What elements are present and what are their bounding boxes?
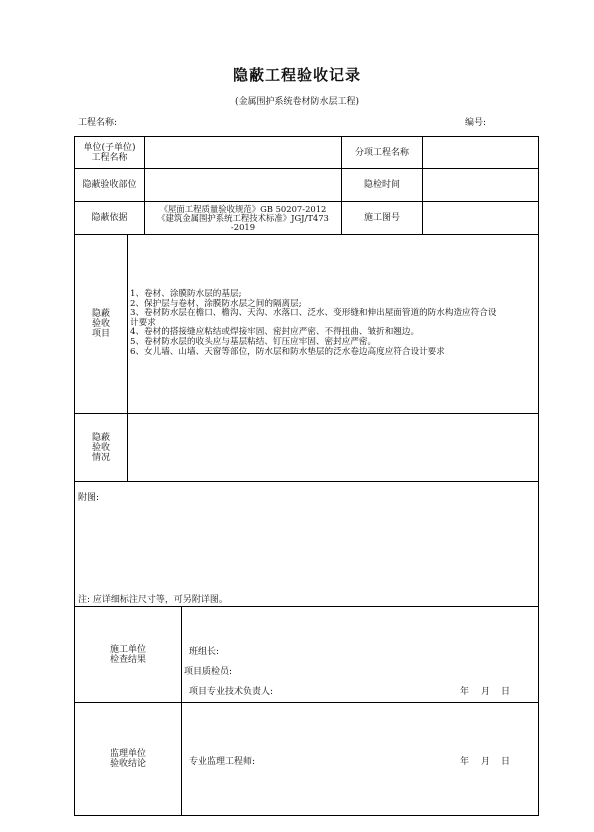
items-label-3: 项目 bbox=[91, 329, 110, 339]
date-year: 年 bbox=[460, 687, 470, 697]
basis-line1: 《屋面工程质量验收规范》GB 50207-2012 bbox=[159, 203, 327, 214]
list-item: 1、卷材、涂膜防水层的基层; bbox=[130, 289, 242, 299]
basis-line3: -2019 bbox=[230, 221, 256, 232]
situation-label-1: 隐蔽 bbox=[91, 432, 110, 443]
situation-value[interactable] bbox=[128, 414, 538, 481]
supervision-label-line2: 验收结论 bbox=[109, 759, 146, 769]
supervision-label bbox=[75, 703, 181, 815]
date-day: 日 bbox=[501, 687, 511, 697]
list-item: 6、女儿墙、山墙、天窗等部位，防水层和防水垫层的泛水卷边高度应符合设计要求 bbox=[130, 346, 445, 357]
construction-label-line1: 施工单位 bbox=[109, 644, 146, 655]
list-item: 计要求 bbox=[130, 317, 156, 328]
project-name-label: 工程名称: bbox=[78, 118, 118, 128]
supervision-date-month: 月 bbox=[481, 757, 491, 767]
list-item: 4、卷材的搭接缝应粘结或焊接牢固、密封应严密、不得扭曲、皱折和翘边。 bbox=[130, 327, 420, 338]
subproject-value[interactable] bbox=[423, 137, 538, 168]
list-item: 5、卷材防水层的收头应与基层粘结、钉压应牢固、密封应严密。 bbox=[130, 336, 377, 347]
situation-label bbox=[75, 414, 127, 481]
unit-label bbox=[75, 137, 144, 168]
items-label bbox=[75, 235, 127, 413]
tech-lead-label: 项目专业技术负责人: bbox=[189, 687, 274, 697]
basis-label: 隐蔽依据 bbox=[91, 213, 128, 223]
drawing-no-label: 施工图号 bbox=[363, 213, 400, 223]
supervisor-label: 专业监理工程师: bbox=[189, 757, 256, 767]
supervision-label-line1: 监理单位 bbox=[109, 749, 146, 759]
construction-label bbox=[75, 607, 181, 702]
basis-value bbox=[145, 202, 341, 234]
attachment-label: 附图: bbox=[78, 493, 100, 503]
basis-line2: 《建筑金属围护系统工程技术标准》JGJ/T473 bbox=[157, 212, 329, 223]
hidden-part-label: 隐蔽验收部位 bbox=[82, 180, 137, 190]
unit-label-line2: 工程名称 bbox=[91, 152, 128, 163]
inspection-time-value[interactable] bbox=[423, 169, 538, 201]
quality-inspector-label: 项目质检员: bbox=[184, 667, 233, 677]
list-item: 3、卷材防水层在檐口、檐沟、天沟、水落口、泛水、变形缝和伸出屋面管道的防水构造应符合设 bbox=[130, 308, 497, 319]
drawing-no-value[interactable] bbox=[423, 202, 538, 234]
page-title: 隐蔽工程验收记录 bbox=[232, 66, 361, 84]
subproject-label: 分项工程名称 bbox=[354, 147, 409, 158]
page-subtitle: (金属围护系统卷材防水层工程) bbox=[234, 97, 360, 107]
items-label-1: 隐蔽 bbox=[91, 309, 110, 319]
supervision-date-year: 年 bbox=[460, 757, 470, 767]
date-month: 月 bbox=[481, 687, 491, 697]
construction-label-line2: 检查结果 bbox=[109, 654, 146, 665]
list-item: 2、保护层与卷材、涂膜防水层之间的隔离层; bbox=[130, 298, 302, 309]
situation-label-3: 情况 bbox=[91, 452, 110, 463]
items-label-2: 验收 bbox=[91, 319, 110, 329]
hidden-part-value[interactable] bbox=[145, 169, 341, 201]
situation-label-2: 验收 bbox=[91, 442, 110, 453]
inspection-time-label: 隐检时间 bbox=[363, 180, 400, 190]
items-list bbox=[130, 290, 525, 357]
unit-name-value[interactable] bbox=[145, 137, 341, 168]
team-leader-label: 班组长: bbox=[189, 647, 220, 657]
note-text: 注: 应详细标注尺寸等，可另附详图。 bbox=[78, 595, 228, 605]
number-label: 编号: bbox=[465, 118, 487, 128]
unit-label-line1: 单位(子单位) bbox=[83, 142, 136, 153]
supervision-date-day: 日 bbox=[501, 757, 511, 767]
